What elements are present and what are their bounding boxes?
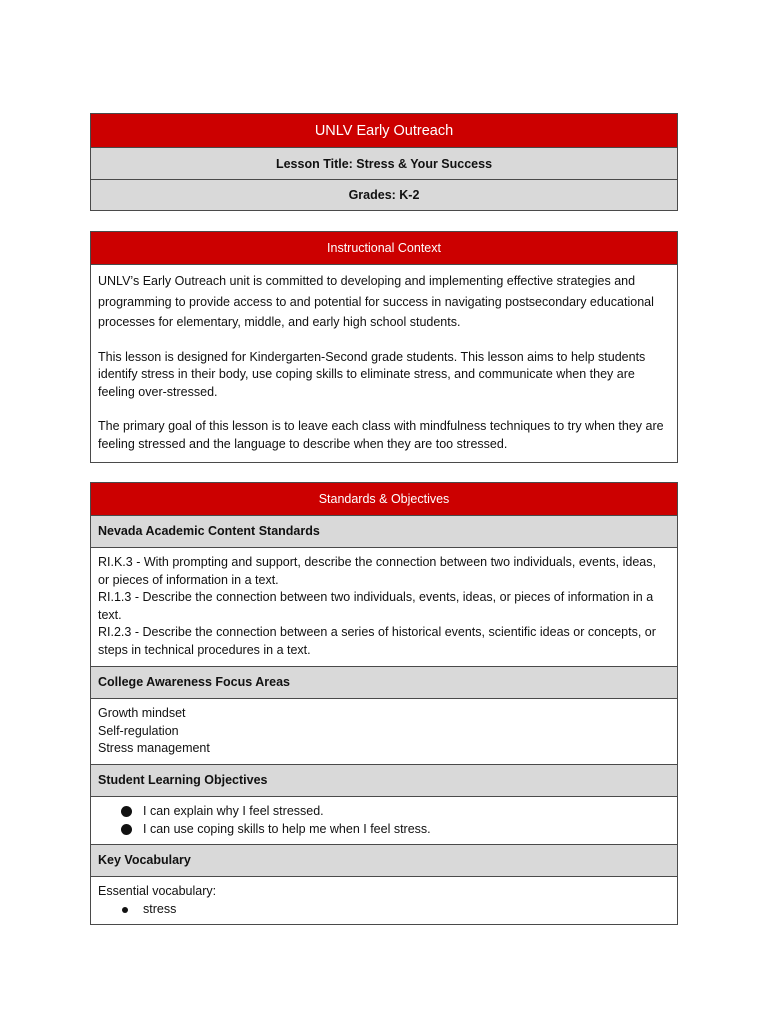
context-heading: Instructional Context	[327, 241, 441, 255]
objectives-body	[91, 796, 677, 844]
standard-item: RI.K.3 - With prompting and support, describe the connection between two individuals, events, ideas, or pieces of information in a text.	[98, 555, 656, 587]
vocabulary-body	[91, 876, 677, 924]
standard-item: RI.1.3 - Describe the connection between two individuals, events, ideas, or pieces of information in a text.	[98, 590, 654, 622]
vocabulary-heading-row	[91, 844, 677, 876]
list-item	[98, 901, 670, 919]
standards-header	[91, 483, 677, 515]
nevada-standards-body	[91, 547, 677, 666]
college-awareness-heading-row	[91, 666, 677, 698]
context-table	[90, 231, 678, 463]
college-awareness-heading: College Awareness Focus Areas	[98, 674, 290, 689]
lesson-title-row	[91, 147, 677, 179]
bullet-icon	[122, 907, 128, 913]
context-header	[91, 232, 677, 264]
focus-area-item: Stress management	[98, 741, 210, 755]
org-title: UNLV Early Outreach	[314, 122, 454, 139]
bullet-icon	[121, 806, 132, 817]
standard-item: RI.2.3 - Describe the connection between a series of historical events, scientific ideas or concepts, or steps in technical procedures in a text.	[98, 625, 656, 657]
grades-row	[91, 179, 677, 210]
objective-text: I can use coping skills to help me when I feel stress.	[143, 821, 431, 836]
vocabulary-list	[98, 901, 670, 919]
objectives-list	[98, 803, 670, 838]
objectives-heading-row	[91, 764, 677, 796]
header-table	[90, 113, 678, 211]
list-item	[98, 803, 670, 821]
context-paragraph-2: This lesson is designed for Kindergarten-Second grade students. This lesson aims to help students identify stress in their body, use coping skills to eliminate stress, and communicate when they are feeling over-stressed.	[98, 349, 646, 399]
vocabulary-term: stress	[143, 901, 177, 916]
bullet-icon	[121, 824, 132, 835]
standards-heading: Standards & Objectives	[318, 492, 450, 506]
vocabulary-heading: Key Vocabulary	[98, 852, 191, 867]
focus-area-item: Self-regulation	[98, 723, 179, 738]
focus-area-item: Growth mindset	[98, 706, 186, 720]
college-awareness-body	[91, 698, 677, 764]
context-body	[91, 264, 677, 462]
org-banner	[91, 114, 677, 147]
vocabulary-intro: Essential vocabulary:	[98, 884, 217, 898]
lesson-title: Lesson Title: Stress & Your Success	[275, 156, 493, 171]
grades: Grades: K-2	[348, 188, 420, 202]
list-item	[98, 821, 670, 839]
objective-text: I can explain why I feel stressed.	[143, 804, 324, 818]
context-paragraph-3: The primary goal of this lesson is to leave each class with mindfulness techniques to try when they are feeling stressed and the language to describe when they are too stressed.	[98, 419, 664, 451]
context-paragraph-1: UNLV’s Early Outreach unit is committed to developing and implementing effective strategies and programming to provide access to and potential for success in navigating postsecondary educational processes for elementary, middle, and early high school students.	[98, 274, 654, 329]
standards-table	[90, 482, 678, 925]
nevada-standards-heading: Nevada Academic Content Standards	[98, 523, 320, 538]
objectives-heading: Student Learning Objectives	[98, 772, 268, 787]
nevada-standards-heading-row	[91, 515, 677, 547]
